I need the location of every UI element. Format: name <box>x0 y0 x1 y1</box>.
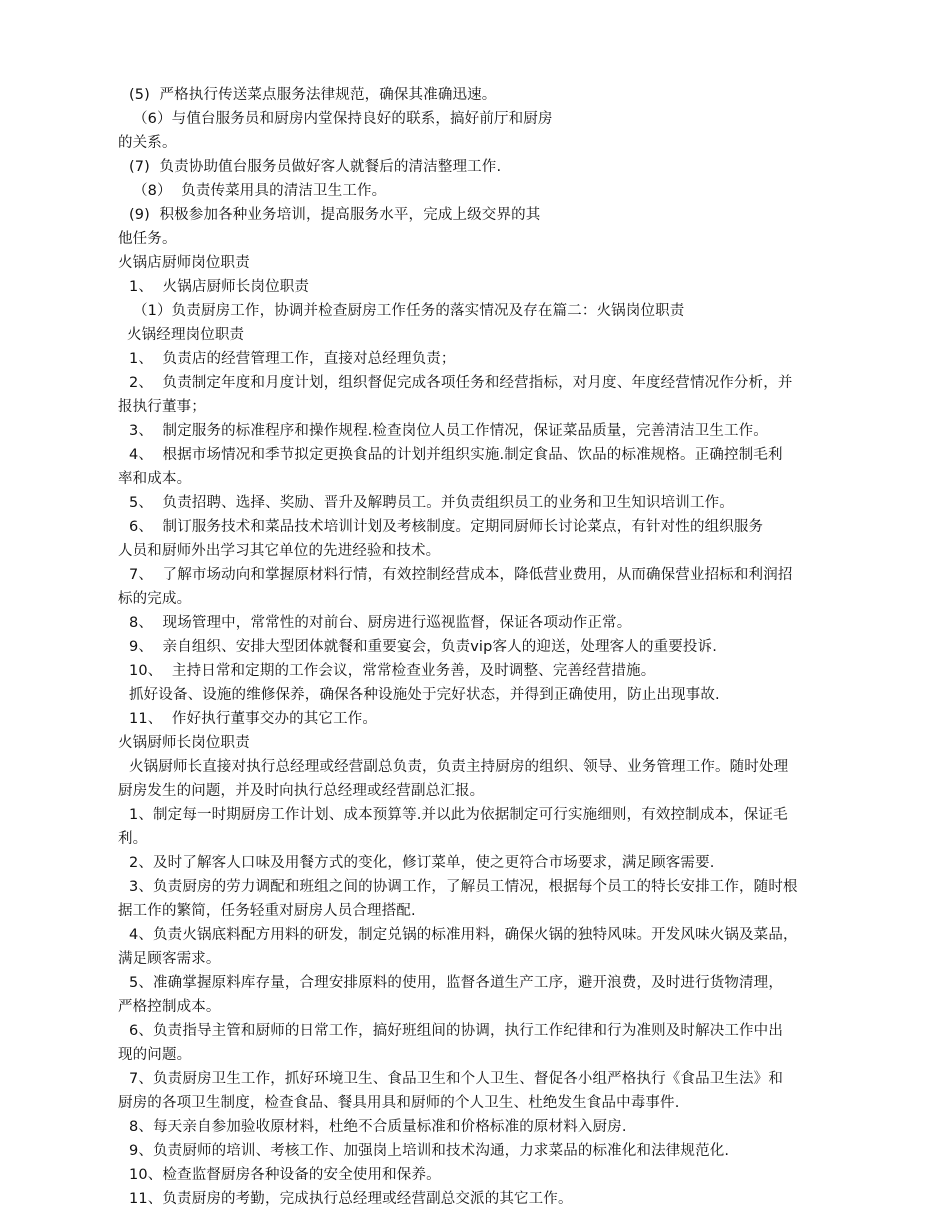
text-line-40: 6、负责指导主管和厨师的日常工作，搞好班组间的协调，执行工作纪律和行为准则及时解决工作中出 <box>129 1023 783 1039</box>
text-line-25: 10、 主持日常和定期的工作会议，常常检查业务善，及时调整、完善经营措施。 <box>129 663 656 679</box>
text-line-11: 火锅经理岗位职责 <box>127 327 245 343</box>
text-line-16: 4、 根据市场情况和季节拟定更换食品的计划并组织实施.制定食品、饮品的标准规格。正确控制毛利 <box>129 447 783 463</box>
text-line-12: 1、 负责店的经营管理工作，直接对总经理负责； <box>129 351 456 367</box>
text-line-13: 2、 负责制定年度和月度计划，组织督促完成各项任务和经营指标，对月度、年度经营情况作分析，并 <box>129 375 793 391</box>
text-line-8: 火锅店厨师岗位职责 <box>118 255 250 271</box>
text-line-14: 报执行董事； <box>118 399 206 415</box>
text-line-19: 6、 制订服务技术和菜品技术培训计划及考核制度。定期同厨师长讨论菜点，有针对性的组织服务 <box>129 519 764 535</box>
text-line-47: 11、负责厨房的考勤，完成执行总经理或经营副总交派的其它工作。 <box>129 1191 573 1207</box>
text-line-5: （8） 负责传菜用具的清洁卫生工作。 <box>133 183 387 199</box>
text-line-2: （6）与值台服务员和厨房内堂保持良好的联系，搞好前厅和厨房 <box>133 111 553 127</box>
text-line-22: 标的完成。 <box>118 591 192 607</box>
text-line-32: 利。 <box>118 831 148 847</box>
text-line-15: 3、 制定服务的标准程序和操作规程.检查岗位人员工作情况，保证菜品质量，完善清洁卫生工作。 <box>129 423 768 439</box>
text-line-33: 2、及时了解客人口味及用餐方式的变化，修订菜单，使之更符合市场要求，满足顾客需要. <box>129 855 715 871</box>
text-line-35: 据工作的繁简，任务轻重对厨房人员合理搭配. <box>118 903 416 919</box>
text-line-29: 火锅厨师长直接对执行总经理或经营副总负责，负责主持厨房的组织、领导、业务管理工作。随时处理 <box>129 759 789 775</box>
text-line-26: 抓好设备、设施的维修保养，确保各种设施处于完好状态，并得到正确使用，防止出现事故. <box>129 687 720 703</box>
text-line-38: 5、准确掌握原料库存量，合理安排原料的使用，监督各道生产工序，避开浪费，及时进行货物清理， <box>129 975 783 991</box>
text-line-28: 火锅厨师长岗位职责 <box>118 735 250 751</box>
text-line-10: （1）负责厨房工作，协调并检查厨房工作任务的落实情况及存在篇二：火锅岗位职责 <box>133 303 685 319</box>
text-line-1: (5) 严格执行传送菜点服务法律规范，确保其准确迅速。 <box>129 87 497 103</box>
text-line-45: 9、负责厨师的培训、考核工作、加强岗上培训和技术沟通，力求菜品的标准化和法律规范化. <box>129 1143 730 1159</box>
text-line-30: 厨房发生的问题，并及时向执行总经理或经营副总汇报。 <box>118 783 485 799</box>
text-line-23: 8、 现场管理中，常常性的对前台、厨房进行巡视监督，保证各项动作正常。 <box>129 615 632 631</box>
text-line-27: 11、 作好执行董事交办的其它工作。 <box>129 711 378 727</box>
text-line-7: 他任务。 <box>118 231 177 247</box>
text-line-20: 人员和厨师外出学习其它单位的先进经验和技术。 <box>118 543 441 559</box>
text-line-36: 4、负责火锅底料配方用料的研发，制定兑锅的标准用料，确保火锅的独特风味。开发风味火锅及菜品， <box>129 927 798 943</box>
text-line-43: 厨房的各项卫生制度，检查食品、餐具用具和厨师的个人卫生、杜绝发生食品中毒事件. <box>118 1095 680 1111</box>
text-line-37: 满足顾客需求。 <box>118 951 221 967</box>
text-line-39: 严格控制成本。 <box>118 999 221 1015</box>
text-line-42: 7、负责厨房卫生工作，抓好环境卫生、食品卫生和个人卫生、督促各小组严格执行《食品卫生法》和 <box>129 1071 783 1087</box>
text-line-31: 1、制定每一时期厨房工作计划、成本预算等.并以此为依据制定可行实施细则，有效控制成本，保证毛 <box>129 807 788 823</box>
text-line-3: 的关系。 <box>118 135 177 151</box>
text-line-46: 10、检查监督厨房各种设备的安全使用和保养。 <box>129 1167 441 1183</box>
text-line-17: 率和成本。 <box>118 471 192 487</box>
text-line-6: (9) 积极参加各种业务培训，提高服务水平，完成上级交界的其 <box>129 207 541 223</box>
text-line-34: 3、负责厨房的劳力调配和班组之间的协调工作，了解员工情况，根据每个员工的特长安排工作，随时根 <box>129 879 798 895</box>
text-line-24: 9、 亲自组织、安排大型团体就餐和重要宴会，负责vip客人的迎送，处理客人的重要投诉. <box>129 639 717 655</box>
text-line-9: 1、 火锅店厨师长岗位职责 <box>129 279 310 295</box>
text-line-18: 5、 负责招聘、选择、奖励、晋升及解聘员工。并负责组织员工的业务和卫生知识培训工作。 <box>129 495 734 511</box>
text-line-44: 8、每天亲自参加验收原材料，杜绝不合质量标准和价格标准的原材料入厨房. <box>129 1119 627 1135</box>
text-line-41: 现的问题。 <box>118 1047 192 1063</box>
text-line-4: (7) 负责协助值台服务员做好客人就餐后的清洁整理工作. <box>129 159 502 175</box>
text-line-21: 7、 了解市场动向和掌握原材料行情，有效控制经营成本，降低营业费用，从而确保营业招标和利润招 <box>129 567 793 583</box>
